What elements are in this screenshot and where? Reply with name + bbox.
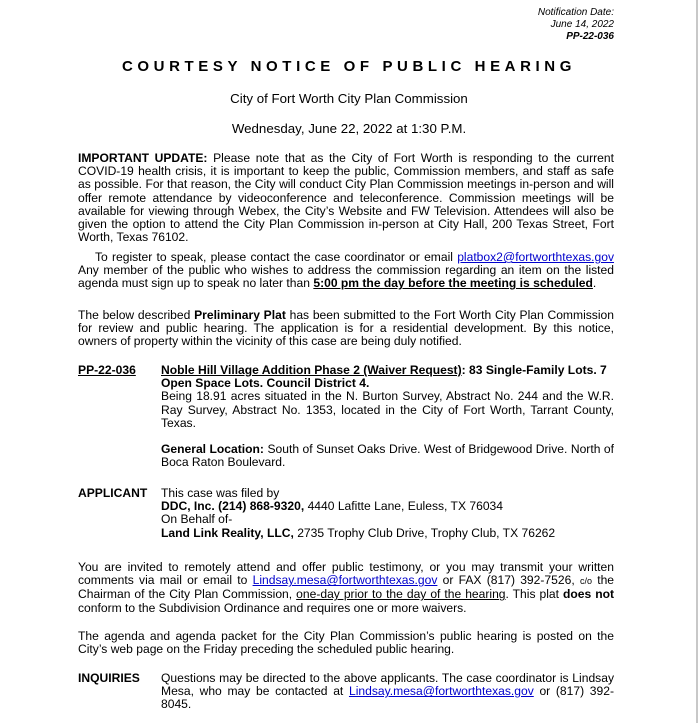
speak-deadline: 5:00 pm the day before the meeting is scheduled	[313, 276, 593, 291]
meeting-datetime: Wednesday, June 22, 2022 at 1:30 P.M.	[231, 121, 467, 136]
general-location-text: South of Sunset Oaks Drive. West of Bridgewood Drive. North of Boca Raton Boulevard.	[161, 442, 614, 470]
commission-name: City of Fort Worth City Plan Commission	[230, 91, 468, 106]
invitation-co: c/o	[579, 576, 592, 587]
important-update-text: Please note that as the City of Fort Worth is responding to the current COVID-19 health crisis, it is important to keep the public, Commission members, and staff as safe as possible. For that reason, the City will conduct City Plan Commission meetings in-person and will offer remote attendance by videoconference and teleconference. Commission meetings will be available for viewing through Webex, the City’s Website and FW Television. Attendees will also be given the option to attend the City Plan Commission in-person at City Hall, 200 Texas Street, Fort Worth, Texas 76102.	[78, 151, 614, 245]
notification-block	[414, 7, 614, 43]
case-block	[161, 364, 614, 469]
inquiries-text-block	[161, 672, 614, 712]
invitation-p1: You are invited to remotely attend and offer public testimony, or you may transmit your written comments via mail or email to	[78, 560, 614, 588]
applicant-on-behalf: On Behalf of-	[161, 512, 233, 527]
important-update-label: IMPORTANT UPDATE:	[78, 151, 208, 165]
notification-case-id: PP-22-036	[566, 31, 614, 42]
general-location-label: General Location:	[161, 442, 264, 457]
invitation-does-not: does not	[562, 587, 614, 602]
register-text: To register to speak, please contact the case coordinator or email	[95, 250, 453, 264]
applicant-filer-address: 4440 Lafitte Lane, Euless, TX 76034	[307, 499, 503, 514]
speak-text: Any member of the public who wishes to address the commission regarding an item on the listed agenda must sign up to speak no later than	[78, 263, 614, 291]
register-paragraph	[78, 251, 614, 291]
case-name: Noble Hill Village Addition Phase 2 (Waiver Request)	[161, 363, 462, 377]
applicant-label: APPLICANT	[78, 486, 148, 500]
inquiries-email-link[interactable]: Lindsay.mesa@fortworthtexas.gov	[348, 684, 534, 699]
inquiries-phone: or (817) 392-8045.	[161, 684, 614, 712]
invitation-p5: conform to the Subdivision Ordinance and requires one or more waivers.	[78, 600, 467, 615]
invitation-p2: or FAX (817) 392-7526,	[442, 573, 575, 588]
register-email-link[interactable]: platbox2@fortworthtexas.gov	[457, 250, 614, 264]
notification-date-label: Notification Date:	[537, 7, 614, 18]
applicant-filed-by: This case was filed by	[161, 486, 280, 500]
invitation-paragraph	[78, 561, 614, 615]
case-summary: : 83 Single-Family Lots. 7 Open Space Lots. Council District 4.	[161, 363, 607, 391]
inquiries-text: Questions may be directed to the above applicants. The case coordinator is Lindsay Mesa, who may be contacted at	[161, 671, 614, 699]
applicant-block	[161, 487, 614, 540]
applicant-filer-name: DDC, Inc. (214) 868-9320,	[161, 499, 305, 514]
applicant-owner-name: Land Link Reality, LLC,	[161, 525, 294, 540]
notice-title: COURTESY NOTICE OF PUBLIC HEARING	[121, 58, 577, 75]
plat-type: Preliminary Plat	[194, 308, 286, 322]
invitation-deadline: one-day prior to the day of the hearing	[296, 587, 506, 602]
plat-intro-post: has been submitted to the Fort Worth City Plan Commission for review and public hearing. The application is for a residential development. By this notice, owners of property within the vicinity of this case are being duly notified.	[78, 308, 614, 349]
plat-intro-paragraph	[78, 309, 614, 349]
case-id-label: PP-22-036	[78, 363, 136, 377]
speak-end: .	[592, 276, 597, 291]
applicant-owner	[161, 527, 614, 540]
case-heading	[161, 364, 614, 390]
plat-intro-pre: The below described	[78, 308, 191, 322]
case-description: Being 18.91 acres situated in the N. Burton Survey, Abstract No. 244 and the W.R. Ray Survey, Abstract No. 1353, located in the City of Fort Worth, Tarrant County, Texas.	[161, 389, 614, 430]
inquiries-label: INQUIRIES	[78, 671, 140, 685]
invitation-p3: the Chairman of the City Plan Commission,	[78, 573, 615, 602]
notification-date: June 14, 2022	[550, 19, 614, 30]
applicant-owner-address: 2735 Trophy Club Drive, Trophy Club, TX 76262	[297, 525, 556, 540]
agenda-note: The agenda and agenda packet for the City Plan Commission’s public hearing is posted on the City’s web page on the Friday preceding the scheduled public hearing.	[78, 629, 614, 657]
general-location	[161, 443, 614, 469]
important-update-paragraph	[78, 152, 614, 244]
invitation-p4: . This plat	[505, 587, 559, 602]
invitation-email-link[interactable]: Lindsay.mesa@fortworthtexas.gov	[252, 573, 438, 588]
